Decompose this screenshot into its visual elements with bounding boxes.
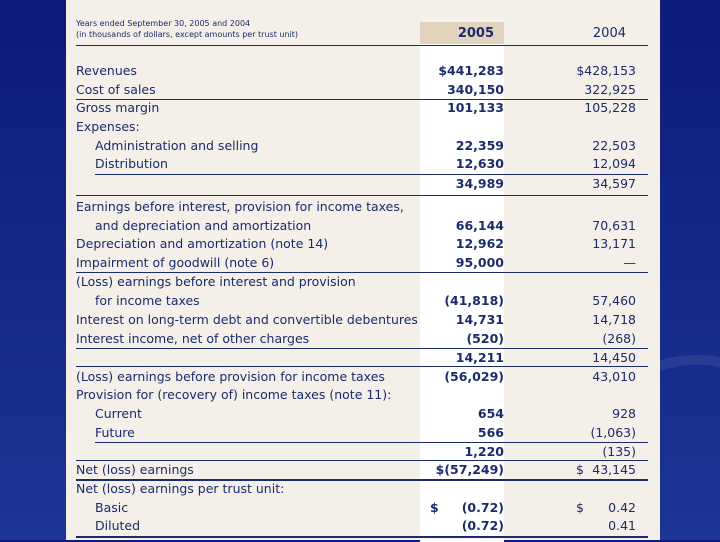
statement-header (76, 18, 298, 40)
table-row (76, 235, 648, 253)
value-2004: 13,171 (592, 236, 636, 251)
table-row (76, 254, 648, 272)
value-2005: (41,818) (444, 293, 504, 308)
row-label: Administration and selling (95, 138, 259, 153)
value-2005: (520) (466, 331, 504, 346)
value-2004: 43,010 (592, 369, 636, 384)
value-2005: (0.72) (461, 518, 504, 533)
value-2004: 0.42 (608, 500, 636, 515)
table-row (76, 330, 648, 348)
row-label: Current (95, 406, 142, 421)
row-label: Provision for (recovery of) income taxes (note 11): (76, 387, 392, 402)
value-2004: 34,597 (592, 176, 636, 191)
row-label: Interest income, net of other charges (76, 331, 310, 346)
value-2005: 22,359 (455, 138, 504, 153)
value-2004: (268) (602, 331, 636, 346)
value-2004: 14,450 (592, 350, 636, 365)
table-row (76, 155, 648, 173)
currency-2005: $ (430, 500, 439, 515)
table-row (76, 217, 648, 235)
table-row (76, 118, 648, 136)
value-2004: 43,145 (592, 462, 636, 477)
table-row (76, 137, 648, 155)
table-row (76, 273, 648, 291)
row-label: (Loss) earnings before provision for income taxes (76, 369, 385, 384)
value-2004: $428,153 (576, 63, 636, 78)
table-row (76, 517, 648, 535)
value-2005: 566 (477, 425, 504, 440)
row-label: (Loss) earnings before interest and provision (76, 274, 356, 289)
value-2004: (1,063) (590, 425, 636, 440)
row-label: Diluted (95, 518, 141, 533)
value-2005: 340,150 (447, 82, 504, 97)
value-2005: (56,029) (444, 369, 504, 384)
row-label: Distribution (95, 156, 168, 171)
row-label: Basic (95, 500, 129, 515)
row-label: Future (95, 425, 135, 440)
value-2005: 95,000 (455, 255, 504, 270)
row-label: Net (loss) earnings per trust unit: (76, 481, 285, 496)
value-2004: 0.41 (608, 518, 636, 533)
value-2005: 66,144 (455, 218, 504, 233)
header-units: (in thousands of dollars, except amounts per trust unit) (76, 30, 299, 39)
table-row (76, 461, 648, 479)
table-row (76, 175, 648, 193)
row-label: Expenses: (76, 119, 140, 134)
table-row (76, 443, 648, 461)
value-2005: $441,283 (438, 63, 504, 78)
value-2005: 12,962 (455, 236, 504, 251)
row-label: Gross margin (76, 100, 160, 115)
row-label: Interest on long-term debt and convertible debentures (76, 312, 418, 327)
value-2005: 654 (477, 406, 504, 421)
row-label: Revenues (76, 63, 137, 78)
value-2004: — (623, 255, 636, 270)
value-2005: 12,630 (455, 156, 504, 171)
row-label: Impairment of goodwill (note 6) (76, 255, 275, 270)
column-header-2004: 2004 (592, 26, 626, 41)
value-2004: 322,925 (584, 82, 636, 97)
section-rule (76, 366, 648, 367)
value-2004: 105,228 (584, 100, 636, 115)
column-header-2005: 2005 (420, 22, 504, 44)
table-row (76, 311, 648, 329)
header-rule (76, 45, 648, 46)
table-row (76, 349, 648, 367)
row-label: Net (loss) earnings (76, 462, 194, 477)
value-2004: 22,503 (592, 138, 636, 153)
value-2004: 57,460 (592, 293, 636, 308)
value-2005: 101,133 (447, 100, 504, 115)
value-2004: 12,094 (592, 156, 636, 171)
row-label: Earnings before interest, provision for income taxes, (76, 199, 404, 214)
row-label: Cost of sales (76, 82, 156, 97)
value-2005: 34,989 (455, 176, 504, 191)
currency-2004: $ (576, 462, 584, 477)
table-row (76, 480, 648, 498)
value-2005: 14,211 (455, 350, 504, 365)
value-2005: $(57,249) (435, 462, 504, 477)
table-row (76, 292, 648, 310)
table-row (76, 499, 648, 517)
value-2004: 70,631 (592, 218, 636, 233)
row-label: for income taxes (95, 293, 200, 308)
table-row (76, 81, 648, 99)
section-rule (76, 195, 648, 196)
financial-statement-panel (66, 0, 660, 540)
value-2004: 928 (612, 406, 636, 421)
bottom-rule (76, 536, 648, 538)
value-2004: (135) (602, 444, 636, 459)
table-row (76, 424, 648, 442)
value-2004: 14,718 (592, 312, 636, 327)
row-label: and depreciation and amortization (95, 218, 312, 233)
table-row (76, 368, 648, 386)
table-row (76, 405, 648, 423)
table-row (76, 198, 648, 216)
currency-2004: $ (576, 500, 584, 515)
table-row (76, 386, 648, 404)
row-label: Depreciation and amortization (note 14) (76, 236, 329, 251)
header-period: Years ended September 30, 2005 and 2004 (76, 19, 251, 28)
value-2005: 1,220 (464, 444, 504, 459)
table-row (76, 62, 648, 80)
value-2005: (0.72) (461, 500, 504, 515)
table-row (76, 99, 648, 117)
value-2005: 14,731 (455, 312, 504, 327)
